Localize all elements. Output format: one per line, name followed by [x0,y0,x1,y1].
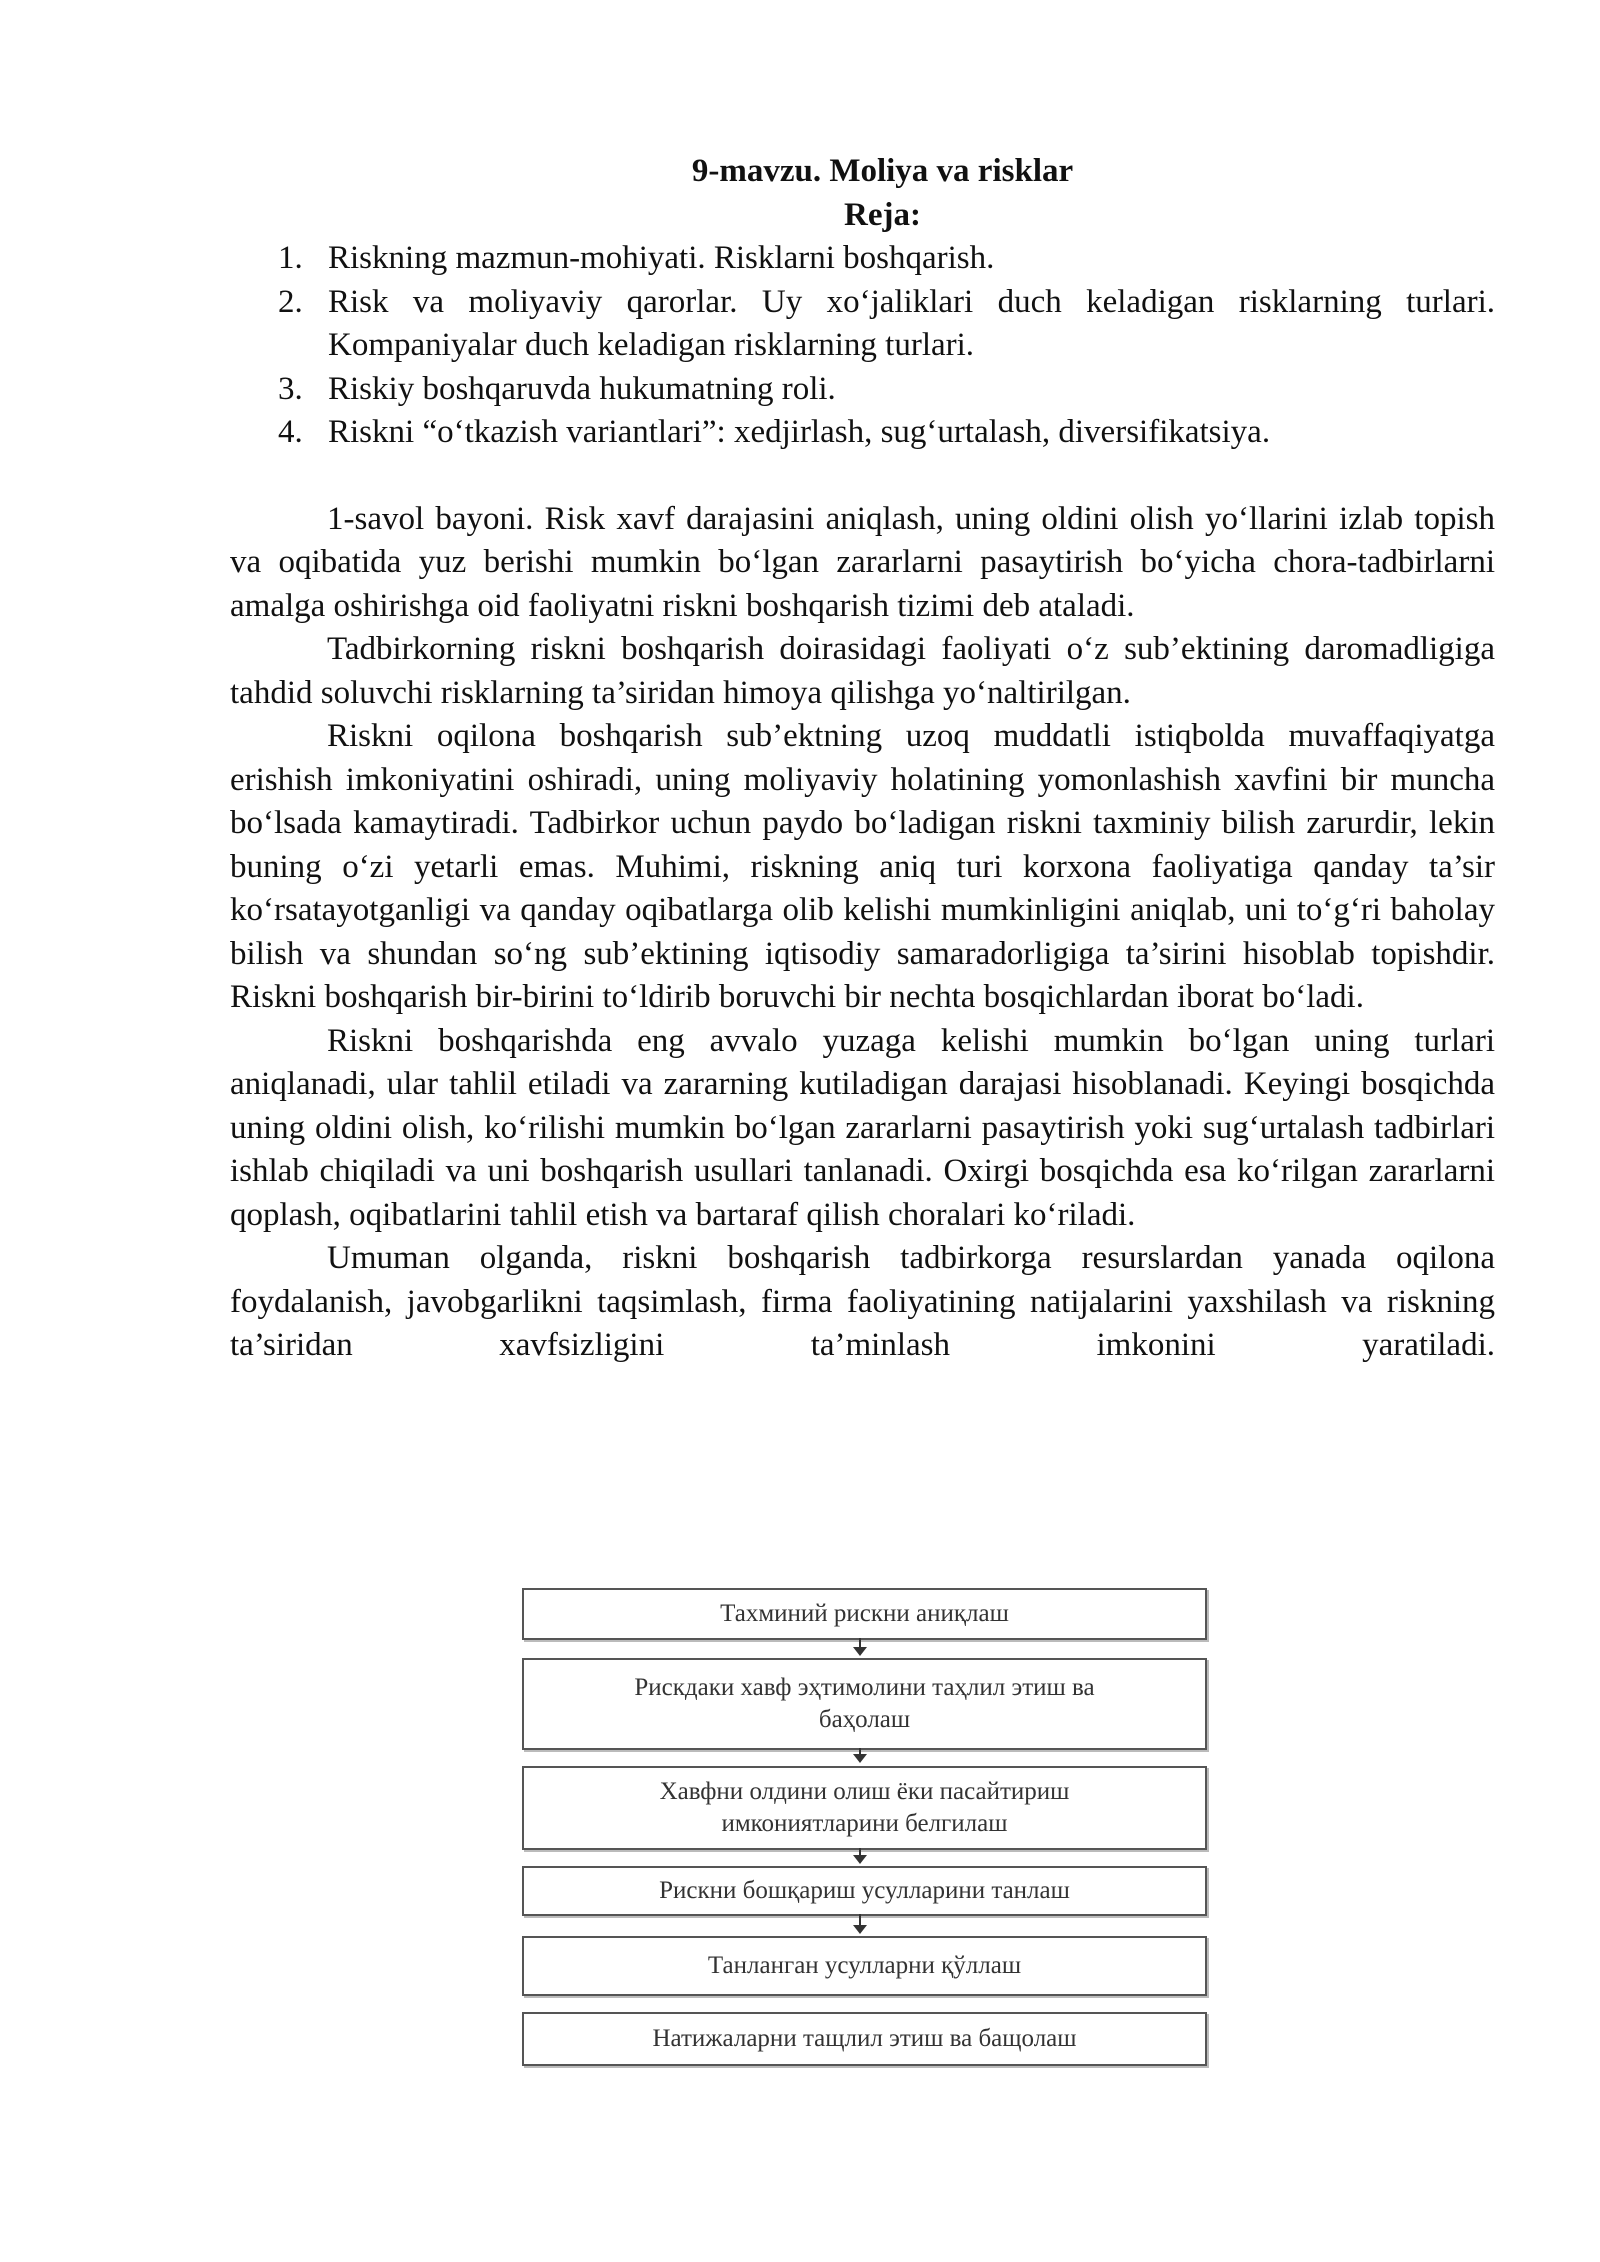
flow-step: Хавфни олдини олиш ёки пасайтириш имкониятларини белгилаш [522,1766,1207,1850]
body-paragraph: Tadbirkorning riskni boshqarish doirasidagi faoliyati o‘z sub’ektining daromadligiga tahdid soluvchi risklarning ta’siridan himoya qilishga yo‘naltirilgan. [230,631,1495,711]
document-title: 9-mavzu. Moliya va risklar [691,153,1074,189]
document-page [230,150,1495,1368]
plan-item: 1. Riskning mazmun-mohiyati. Risklarni boshqarish. [278,240,995,276]
flow-step: Рискни бошқариш усулларини танлаш [522,1866,1207,1916]
flow-arrow [858,1914,862,1936]
flow-arrow [858,1848,862,1866]
body-paragraph: Umuman olganda, riskni boshqarish tadbirkorga resurslardan yanada oqilona foydalanish, javobgarlikni taqsimlash, firma faoliyatining natijalarini yaxshilash va riskning ta’siridan xavfsizligini ta’minlash imkonini yaratiladi. [230,1240,1495,1363]
body-paragraph: 1-savol bayoni. Risk xavf darajasini aniqlash, uning oldini olish yo‘llarini izlab topish va oqibatida yuz berishi mumkin bo‘lgan zararlarni pasaytirish bo‘yicha chora-tadbirlarni amalga oshirishga oid faoliyatni riskni boshqarish tizimi deb ataladi. [230,500,1495,624]
plan-heading: Reja: [844,196,921,233]
flow-step: Натижаларни тащлил этиш ва бащолаш [522,2012,1207,2066]
flow-arrow [858,1748,862,1764]
plan-list [230,237,1495,455]
flow-step: Танланган усулларни қўллаш [522,1936,1207,1996]
plan-item: 3. Riskiy boshqaruvda hukumatning roli. [278,370,836,407]
flow-step: Тахминий рискни аниқлаш [522,1588,1207,1640]
plan-item: 4. Riskni “o‘tkazish variantlari”: xedjirlash, sug‘urtalash, diversifikatsiya. [278,414,1271,450]
body-paragraph: Riskni oqilona boshqarish sub’ektning uzoq muddatli istiqbolda muvaffaqiyatga erishish imkoniyatini oshiradi, uning moliyaviy holatining yomonlashish xavfini bir muncha bo‘lsada kamaytiradi. Tadbirkor uchun paydo bo‘ladigan riskni taxminiy bilish zarurdir, lekin buning o‘zi yetarli emas. Muhimi, riskning aniq turi korxona faoliyatiga qanday ta’sir ko‘rsatayotganligi va qanday oqibatlarga olib kelishi mumkinligini aniqlab, uni to‘g‘ri baholay bilish va shundan so‘ng sub’ektining iqtisodiy samaradorligiga ta’sirini hisoblab topishdir. Riskni boshqarish bir-birini to‘ldirib boruvchi bir nechta bosqichlardan iborat bo‘ladi. [230,718,1495,1015]
plan-item: 2. Risk va moliyaviy qarorlar. Uy xo‘jaliklari duch keladigan risklarning turlari. Kompaniyalar duch keladigan risklarning turlari. [278,283,1495,363]
flow-arrow [858,1638,862,1656]
flow-step: Рискдаки хавф эҳтимолини таҳлил этиш ва баҳолаш [522,1658,1207,1750]
body-paragraph: Riskni boshqarishda eng avvalo yuzaga kelishi mumkin bo‘lgan uning turlari aniqlanadi, ular tahlil etiladi va zararning kutiladigan darajasi hisoblanadi. Keyingi bosqichda uning oldini olish, ko‘rilishi mumkin bo‘lgan zararlarni pasaytirish yoki sug‘urtalash tadbirlari ishlab chiqiladi va uni boshqarish usullari tanlanadi. Oxirgi bosqichda esa ko‘rilgan zararlarni qoplash, oqibatlarini tahlil etish va bartaraf qilish choralari ko‘riladi. [230,1022,1495,1233]
